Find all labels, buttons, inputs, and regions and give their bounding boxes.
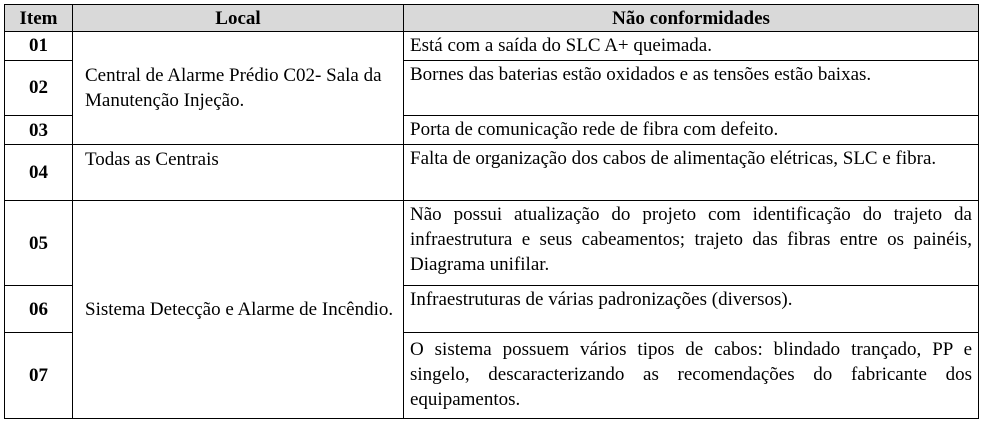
nonconformity-text: Não possui atualização do projeto com identificação do trajeto da infraestrutura e seus cabeamentos; trajeto das fibras entre os painéis, Diagrama unifilar.	[404, 201, 979, 286]
header-row	[5, 5, 979, 32]
table-row	[5, 32, 979, 61]
table-row	[5, 201, 979, 286]
item-number: 04	[5, 145, 73, 201]
item-number: 01	[5, 32, 73, 61]
header-item: Item	[5, 5, 73, 32]
item-number: 03	[5, 115, 73, 145]
nonconformity-text: Bornes das baterias estão oxidados e as tensões estão baixas.	[404, 60, 979, 115]
nonconformity-text: O sistema possuem vários tipos de cabos: blindado trançado, PP e singelo, descaracterizando as recomendações do fabricante dos equipamentos.	[404, 333, 979, 419]
header-local: Local	[73, 5, 404, 32]
local-todas-centrais: Todas as Centrais	[73, 145, 404, 201]
item-number: 06	[5, 286, 73, 333]
item-number: 07	[5, 333, 73, 419]
header-nonconformities: Não conformidades	[404, 5, 979, 32]
table-row	[5, 145, 979, 201]
nonconformities-table	[4, 4, 979, 419]
nonconformity-text: Porta de comunicação rede de fibra com defeito.	[404, 115, 979, 145]
nonconformity-text: Está com a saída do SLC A+ queimada.	[404, 32, 979, 61]
nonconformity-text: Infraestruturas de várias padronizações (diversos).	[404, 286, 979, 333]
item-number: 05	[5, 201, 73, 286]
nonconformity-text: Falta de organização dos cabos de alimentação elétricas, SLC e fibra.	[404, 145, 979, 201]
local-central-alarme: Central de Alarme Prédio C02- Sala da Manutenção Injeção.	[73, 32, 404, 145]
item-number: 02	[5, 60, 73, 115]
local-sistema-deteccao: Sistema Detecção e Alarme de Incêndio.	[73, 201, 404, 419]
